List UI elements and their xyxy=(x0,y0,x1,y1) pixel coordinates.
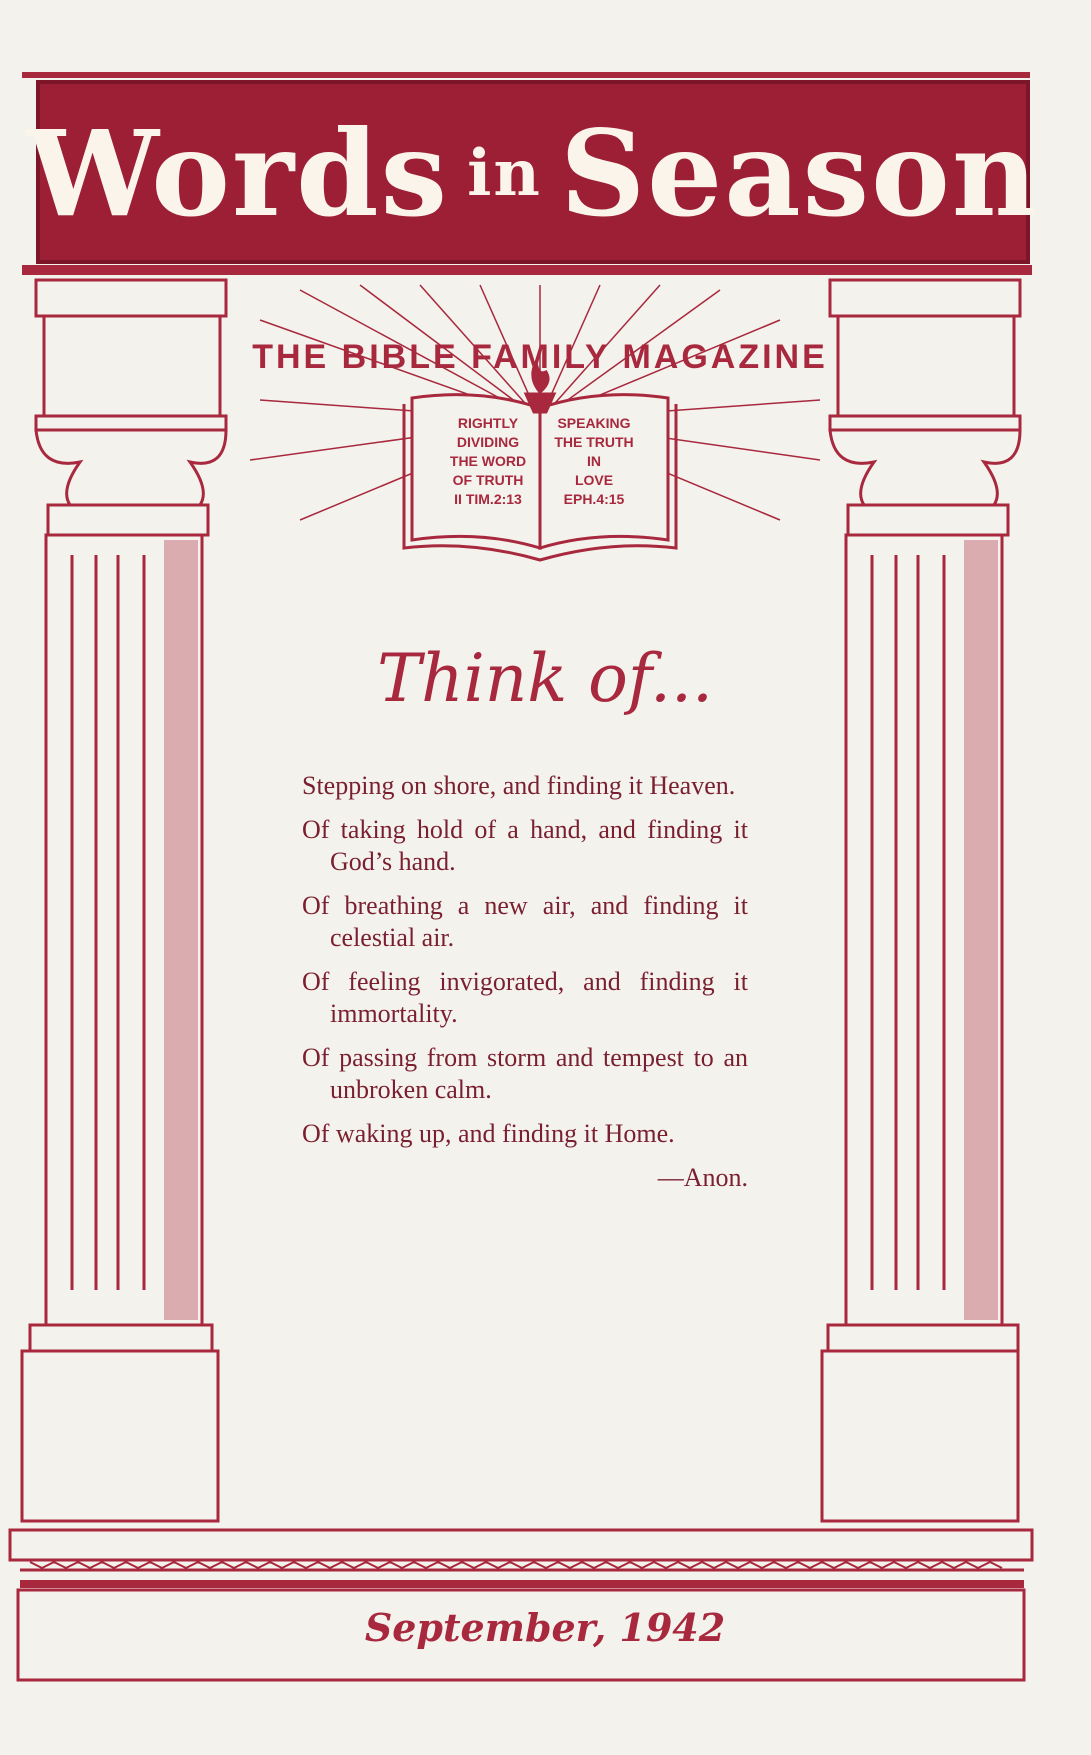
masthead-word-2: in xyxy=(467,135,542,211)
book-right-page xyxy=(542,414,646,509)
poem-stanza: Stepping on shore, and finding it Heaven. xyxy=(302,771,736,800)
book-right-line: IN xyxy=(587,453,601,469)
poem xyxy=(302,770,748,1194)
poem-stanza: Of taking hold of a hand, and finding it God’s hand. xyxy=(302,815,748,876)
book-left-reference: II TIM.2:13 xyxy=(454,491,522,507)
poem-attribution: —Anon. xyxy=(657,1163,748,1192)
poem-stanza: Of feeling invigorated, and finding it immortality. xyxy=(302,967,748,1028)
book-left-line: THE WORD xyxy=(449,453,527,469)
magazine-subtitle: THE BIBLE FAMILY MAGAZINE xyxy=(252,338,828,376)
book-left-line: RIGHTLY xyxy=(457,415,519,431)
poem-stanza: Of breathing a new air, and finding it celestial air. xyxy=(302,891,748,952)
book-left-line: OF TRUTH xyxy=(452,472,524,488)
poem-stanza: Of passing from storm and tempest to an unbroken calm. xyxy=(302,1043,748,1104)
masthead-word-3: Season xyxy=(559,103,1040,243)
book-right-line: THE TRUTH xyxy=(554,434,634,450)
book-left-line: DIVIDING xyxy=(456,434,520,450)
masthead-title xyxy=(26,88,1040,258)
book-left-page xyxy=(434,414,542,509)
book-right-line: LOVE xyxy=(574,472,614,488)
masthead-word-1: Words xyxy=(26,103,450,243)
book-right-line: SPEAKING xyxy=(557,415,631,431)
book-right-reference: EPH.4:15 xyxy=(563,491,625,507)
poem-stanza: Of waking up, and finding it Home. xyxy=(302,1119,675,1148)
poem-heading: Think of... xyxy=(377,640,713,717)
issue-date: September, 1942 xyxy=(364,1605,726,1650)
